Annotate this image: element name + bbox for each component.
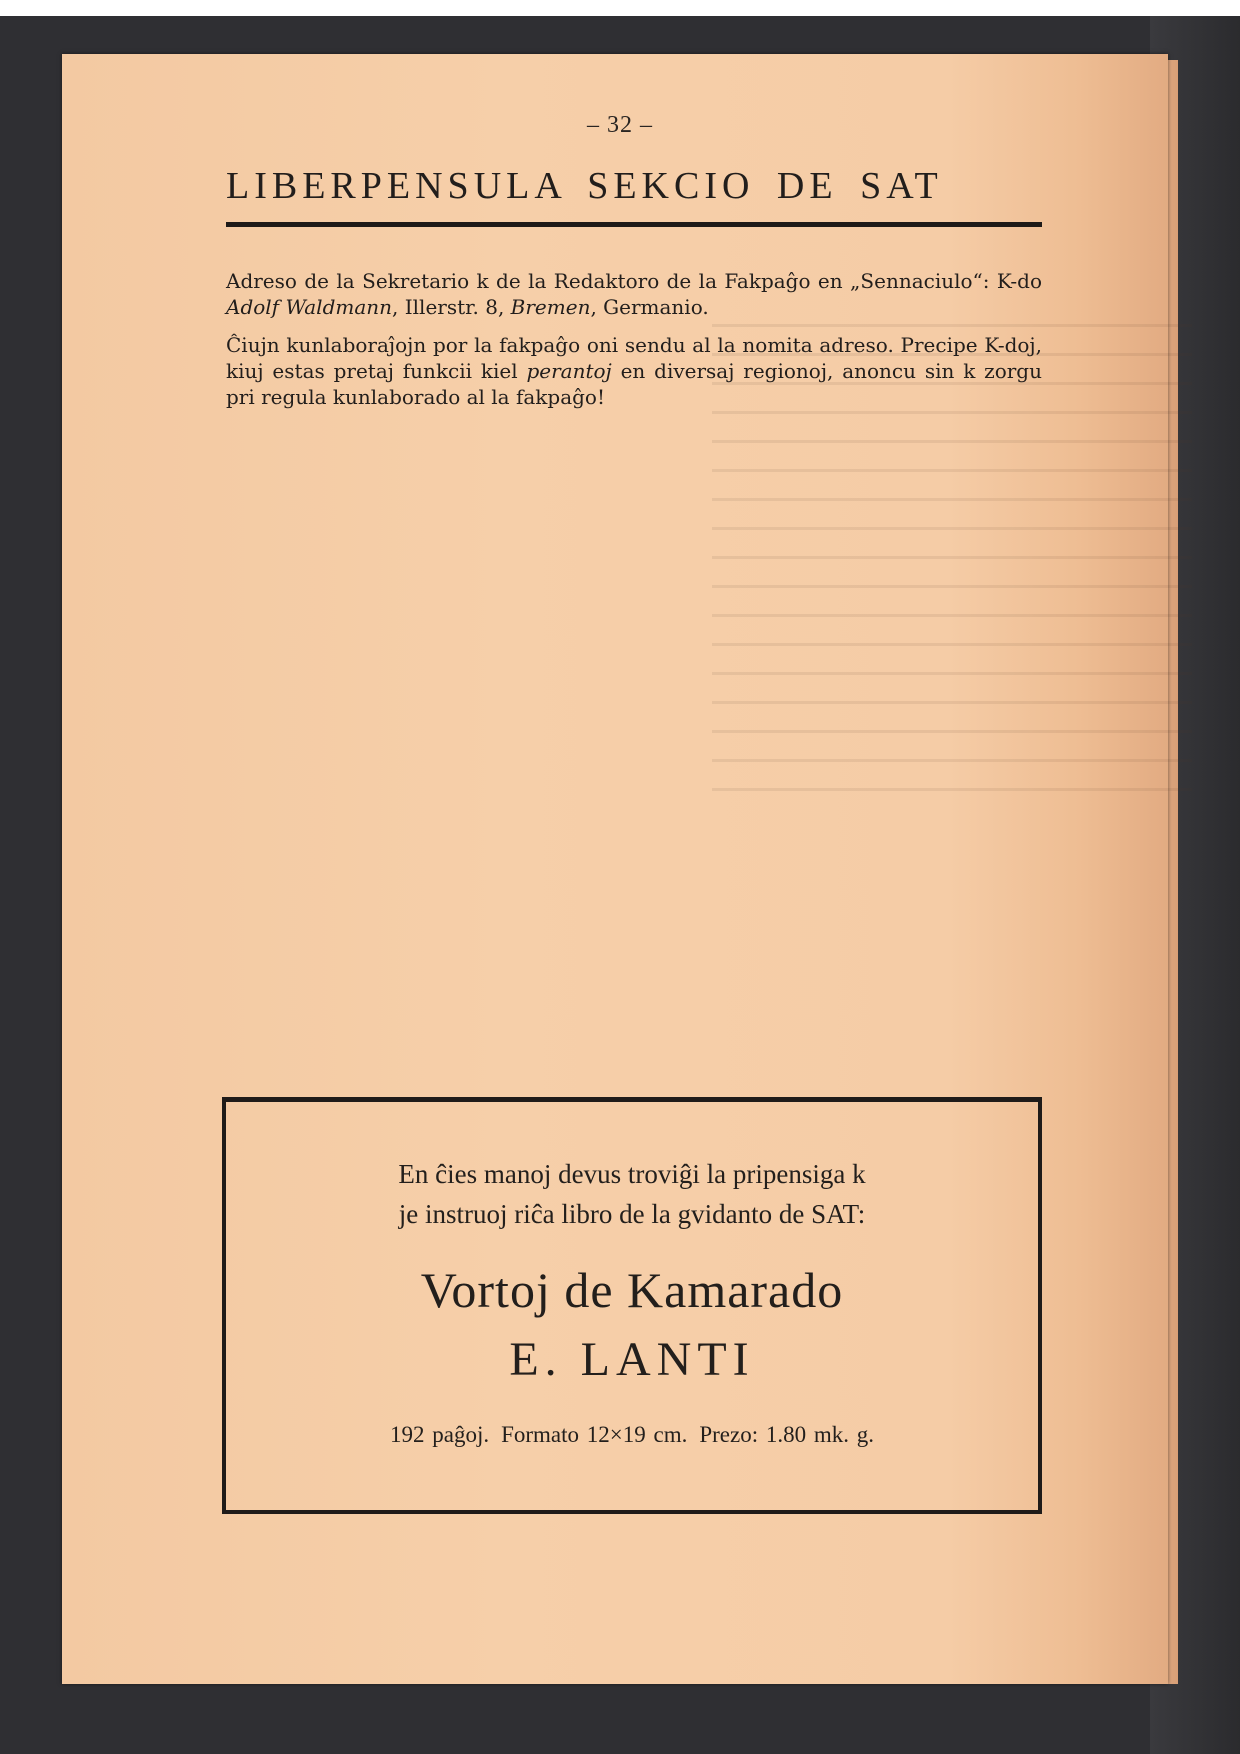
address-paragraph <box>226 268 1042 320</box>
advert-format: Formato 12×19 cm. <box>501 1422 688 1447</box>
advert-book-title: Vortoj de Kamarado <box>420 1262 844 1318</box>
contribution-term: perantoj <box>526 359 612 383</box>
advert-details <box>226 1420 1038 1450</box>
book-advertisement <box>222 1097 1042 1514</box>
contribution-paragraph <box>226 332 1042 410</box>
advert-intro-line-2: je instruoj riĉa libro de la gvidanto de SAT: <box>398 1199 866 1229</box>
address-city: Bremen <box>510 295 591 319</box>
page-number: – 32 – <box>587 112 653 138</box>
advert-pages: 192 paĝoj. <box>389 1422 490 1447</box>
advert-author: E. LANTI <box>509 1333 755 1386</box>
contribution-text: Ĉiujn kunlaboraĵojn por la fakpaĝo oni sendu al la nomita adreso. Precipe K-doj, kiuj estas pretaj funkcii kiel <box>226 333 1042 383</box>
address-street: , Illerstr. 8, <box>392 295 511 319</box>
contribution-text-end: en diversaj regionoj, anoncu sin k zorgu pri regula kunlaborado al la fakpaĝo! <box>226 359 1042 409</box>
contact-name: Adolf Waldmann <box>226 295 393 319</box>
section-body <box>226 268 1042 422</box>
scan-top-margin <box>0 0 1240 16</box>
advert-intro-line-1: En ĉies manoj devus troviĝi la pripensiga k <box>398 1159 866 1189</box>
address-text: Adreso de la Sekretario k de la Redaktoro de la Fakpaĝo en „Sennaciulo“: K-do <box>226 269 1042 293</box>
section-title: LIBERPENSULA SEKCIO DE SAT <box>226 165 943 207</box>
advert-intro <box>226 1154 1038 1234</box>
advert-price: Prezo: 1.80 mk. g. <box>699 1422 875 1447</box>
address-country: , Germanio. <box>590 295 709 319</box>
title-rule <box>226 222 1042 227</box>
